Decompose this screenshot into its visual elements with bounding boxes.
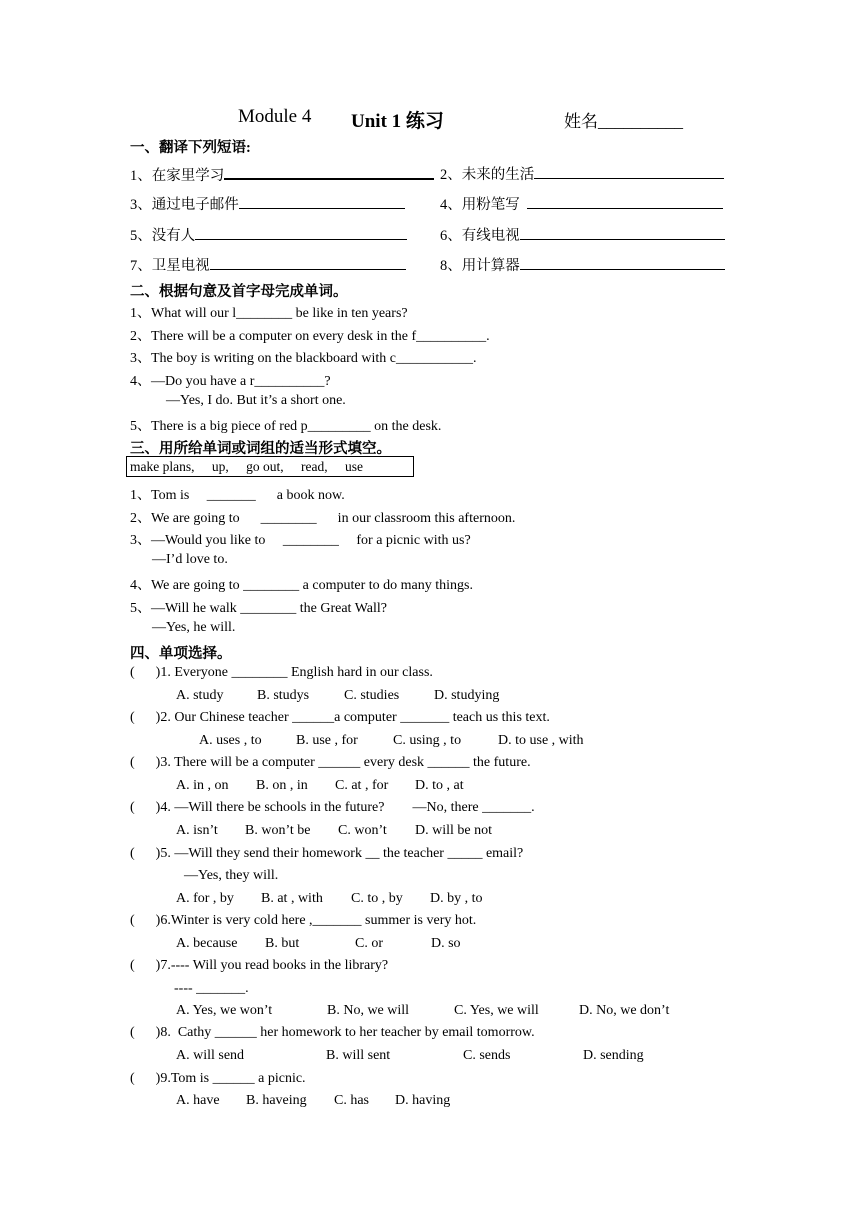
mc-option: B. haveing (246, 1093, 307, 1108)
mc-question-stem: ( )1. Everyone ________ English hard in our class. (130, 665, 433, 680)
question-line: 2、We are going to ________ in our classroom this afternoon. (130, 511, 516, 526)
question-line: 1、What will our l________ be like in ten years? (130, 306, 408, 321)
word-bank-item: use (344, 459, 363, 474)
name-field-label: 姓名__________ (564, 112, 683, 131)
mc-option: A. will send (176, 1048, 245, 1063)
mc-option: B. won’t be (245, 823, 311, 838)
question-line: 2、There will be a computer on every desk in the f__________. (130, 329, 490, 344)
mc-option: A. uses , to (199, 733, 262, 748)
answer-line: —Yes, he will. (152, 620, 236, 635)
mc-option: C. at , for (335, 778, 389, 793)
question-line: 5、There is a big piece of red p_________ on the desk. (130, 419, 442, 434)
mc-question-stem: ( )4. —Will there be schools in the future? —No, there _______. (130, 800, 535, 815)
mc-option: B. No, we will (327, 1003, 410, 1018)
word-bank-item: read, (301, 459, 328, 474)
question-line: 3、—Would you like to ________ for a picnic with us? (130, 533, 471, 548)
phrase-item: 5、没有人 (130, 224, 407, 245)
word-bank-box (126, 456, 414, 477)
mc-option: B. but (265, 936, 300, 951)
mc-option: C. won’t (338, 823, 387, 838)
mc-option: C. to , by (351, 891, 403, 906)
mc-question-stem: ( )9.Tom is ______ a picnic. (130, 1071, 306, 1086)
mc-option: A. Yes, we won’t (176, 1003, 273, 1018)
mc-option: B. will sent (326, 1048, 391, 1063)
word-bank-item: make plans, (130, 459, 195, 474)
question-line: 1、Tom is _______ a book now. (130, 488, 345, 503)
mc-option: A. isn’t (176, 823, 218, 838)
answer-line: —I’d love to. (152, 552, 228, 567)
mc-option: A. for , by (176, 891, 234, 906)
section1-heading: 一、翻译下列短语: (130, 140, 251, 156)
mc-option: C. Yes, we will (454, 1003, 539, 1018)
mc-option: A. because (176, 936, 238, 951)
phrase-item: 4、用粉笔写 (440, 193, 723, 214)
mc-option: D. sending (583, 1048, 644, 1063)
mc-option: C. or (355, 936, 383, 951)
mc-option: D. to , at (415, 778, 464, 793)
mc-option: C. sends (463, 1048, 511, 1063)
mc-option: A. have (176, 1093, 220, 1108)
mc-question-stem: ( )7.---- Will you read books in the library? (130, 958, 389, 973)
answer-line: ---- _______. (174, 981, 249, 996)
mc-option: C. using , to (393, 733, 462, 748)
section3-heading: 三、用所给单词或词组的适当形式填空。 (130, 441, 391, 457)
title-unit: Unit 1 练习 (351, 111, 444, 132)
answer-line: —Yes, they will. (184, 868, 279, 883)
mc-option: A. in , on (176, 778, 229, 793)
word-bank-item: up, (211, 459, 229, 474)
mc-question-stem: ( )8. Cathy ______ her homework to her teacher by email tomorrow. (130, 1025, 535, 1040)
word-bank-item: go out, (246, 459, 284, 474)
mc-option: B. at , with (261, 891, 323, 906)
section2-heading: 二、根据句意及首字母完成单词。 (130, 284, 348, 300)
phrase-item: 1、在家里学习 (130, 163, 434, 185)
phrase-item: 6、有线电视 (440, 224, 725, 245)
mc-option: D. studying (434, 688, 500, 703)
section4-heading: 四、单项选择。 (130, 646, 232, 662)
mc-option: D. No, we don’t (579, 1003, 670, 1018)
phrase-item: 7、卫星电视 (130, 254, 406, 275)
title-module: Module 4 (238, 106, 312, 127)
mc-question-stem: ( )2. Our Chinese teacher ______a computer _______ teach us this text. (130, 710, 550, 725)
question-line: 5、—Will he walk ________ the Great Wall? (130, 601, 387, 616)
mc-option: D. by , to (430, 891, 483, 906)
mc-question-stem: ( )6.Winter is very cold here ,_______ summer is very hot. (130, 913, 477, 928)
mc-option: C. has (334, 1093, 369, 1108)
mc-question-stem: ( )3. There will be a computer ______ every desk ______ the future. (130, 755, 531, 770)
mc-option: D. will be not (415, 823, 492, 838)
phrase-item: 3、通过电子邮件 (130, 193, 405, 214)
mc-option: D. so (431, 936, 461, 951)
mc-option: B. on , in (256, 778, 308, 793)
question-line: 3、The boy is writing on the blackboard with c___________. (130, 351, 477, 366)
mc-question-stem: ( )5. —Will they send their homework __ the teacher _____ email? (130, 846, 524, 861)
mc-option: B. use , for (296, 733, 358, 748)
mc-option: A. study (176, 688, 224, 703)
mc-option: B. studys (257, 688, 310, 703)
mc-option: D. to use , with (498, 733, 584, 748)
mc-option: C. studies (344, 688, 400, 703)
mc-option: D. having (395, 1093, 451, 1108)
phrase-item: 2、未来的生活 (440, 163, 724, 184)
answer-line: —Yes, I do. But it’s a short one. (166, 393, 346, 408)
question-line: 4、We are going to ________ a computer to do many things. (130, 578, 473, 593)
phrase-item: 8、用计算器 (440, 254, 725, 275)
question-line: 4、—Do you have a r__________? (130, 374, 331, 389)
